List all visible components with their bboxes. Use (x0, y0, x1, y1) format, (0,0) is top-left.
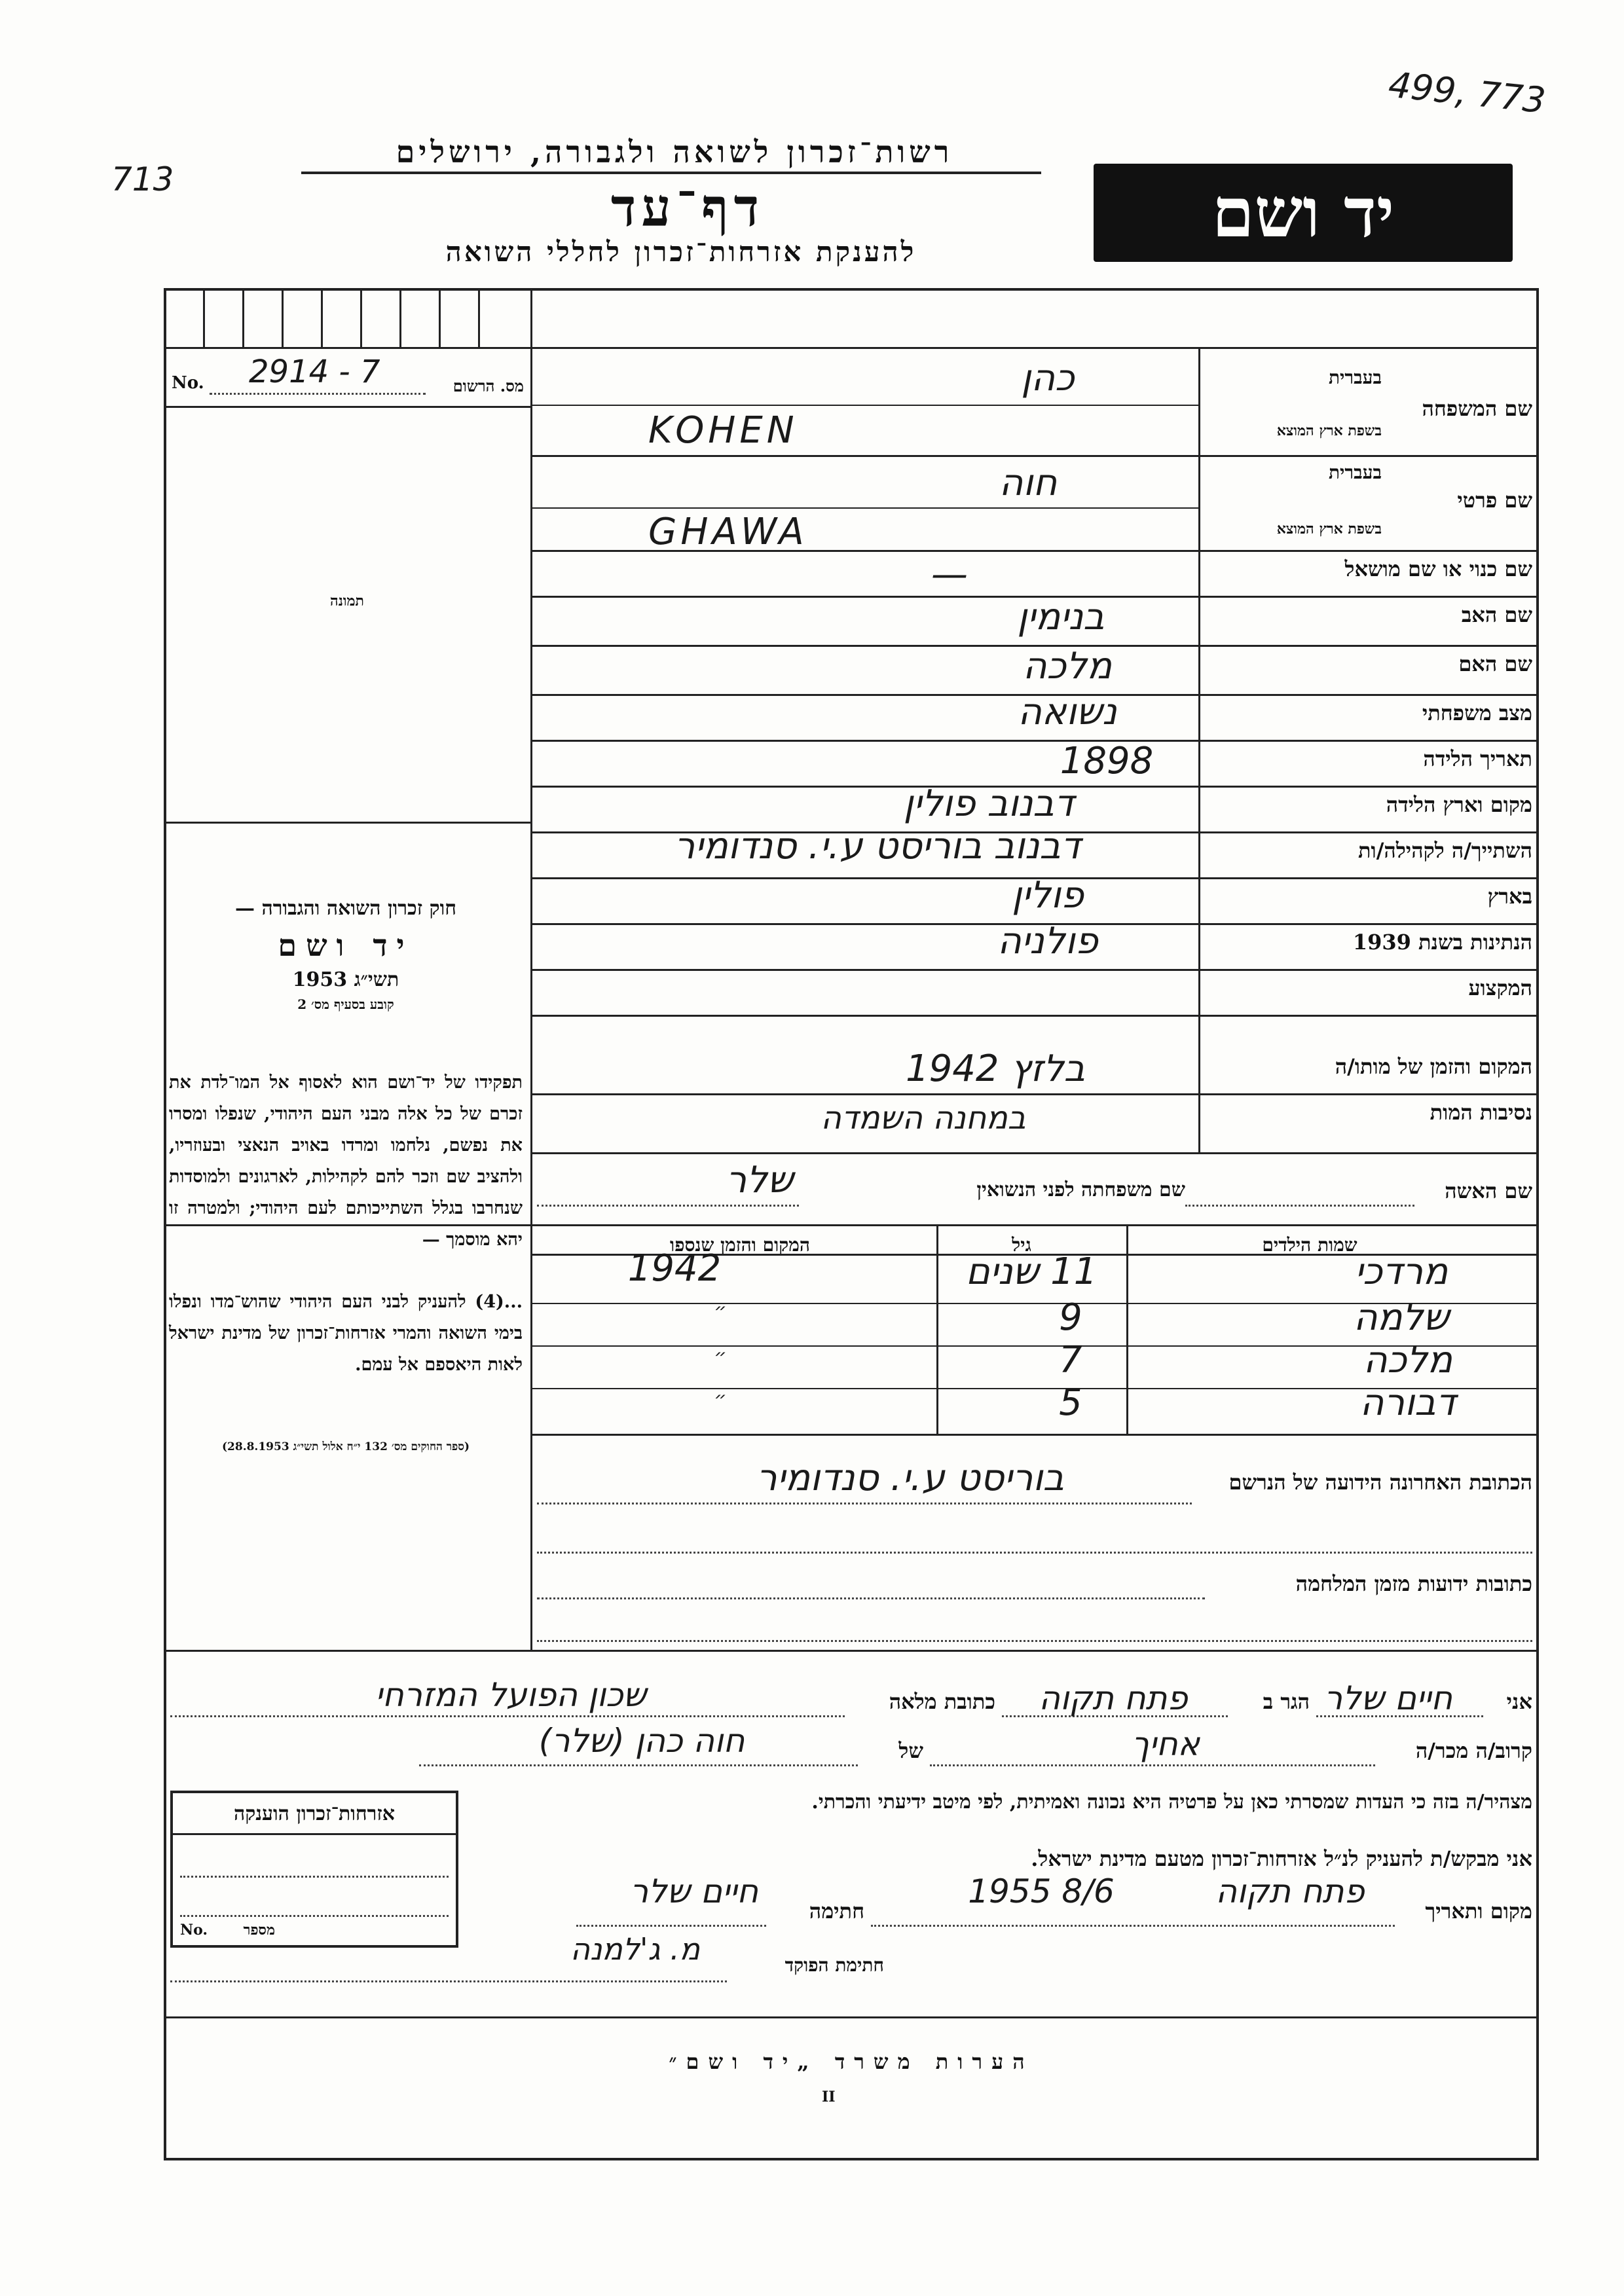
wife-maiden-value: שלר (726, 1159, 794, 1201)
office-remarks-label: הערות משרד „יד ושם״ (669, 2049, 1034, 2074)
registration-no-label: No. (172, 373, 204, 393)
birth-place-value: דבנוב פולין (903, 782, 1075, 825)
corner-number: 713 (111, 160, 174, 198)
birth-place-label: מקום וארץ הלידה (1386, 792, 1532, 817)
nickname-label: שם כנוי או שם מושאל (1344, 556, 1532, 581)
law-paragraph-2: ...(4) להעניק לבני העם היהודי שהוש־מדו ונפלו בימי השואה והמרי אזרחות־זכרון של מדינת ישראל לאות היאספם אל עמם. (169, 1292, 523, 1375)
declarant-i-label: אני (1506, 1689, 1532, 1714)
resides-label: הגר ב (1263, 1689, 1310, 1714)
child-age: 11 שנים (965, 1250, 1098, 1293)
death-circumstances-value: במחנה השמדה (821, 1100, 1026, 1137)
first-name-origin-value: GHAWA (648, 511, 808, 553)
last-address-label: הכתובת האחרונה הידועה של הנרשם (1228, 1470, 1532, 1495)
child-place-time: ״ (714, 1388, 727, 1411)
law-block (169, 897, 523, 1013)
child-name: מרדכי (1354, 1250, 1449, 1293)
resides-value: פתח תקוה (1039, 1679, 1188, 1717)
birth-date-label: תאריך הלידה (1423, 746, 1532, 771)
relative-value: אחיך (1131, 1725, 1200, 1763)
citizenship-1939-value: פולניה (997, 920, 1098, 962)
form-title: דף־עד (610, 177, 765, 238)
relative-of-label: של (898, 1738, 923, 1763)
signature-label: חתימה (809, 1899, 864, 1923)
last-address-value: בוריסט ע.י. סנדומיר (756, 1457, 1064, 1499)
child-place-time: ״ (714, 1300, 727, 1322)
citizenship-no-label: No. (180, 1922, 208, 1939)
date-value: 8/6 1955 (968, 1872, 1115, 1910)
wife-label: שם האשה (1445, 1178, 1532, 1203)
place-date-label: מקום ותאריך (1425, 1899, 1532, 1923)
child-place-time: 1942 (627, 1247, 722, 1290)
full-address-label: כתובת מלאה (889, 1689, 995, 1714)
relative-label: קרוב/ה מכר/ה (1415, 1738, 1532, 1763)
law-name: יד ושם (278, 928, 414, 963)
family-name-origin-value: KOHEN (648, 409, 798, 452)
registration-number: 2914 - 7 (249, 354, 380, 390)
wife-maiden-label: שם משפחתה לפני הנשואין (976, 1178, 1185, 1201)
first-name-origin-label: בשפת ארץ המוצא (1276, 520, 1382, 538)
law-heading: חוק זכרון השואה והגבורה — (235, 897, 456, 920)
first-name-hebrew-label: בעברית (1328, 462, 1382, 483)
father-name-label: שם האב (1461, 602, 1532, 627)
mother-name-value: מלכה (1022, 645, 1113, 687)
law-citation: (ספר החוקים מס׳ 132 י״ח אלול תשי״ג 28.8.1953) (221, 1440, 470, 1453)
officer-signature-value: מ. ג'למנה (570, 1931, 700, 1967)
institution-name: רשות־זכרון לשואה ולגבורה, ירושלים (396, 134, 953, 170)
family-name-label: שם המשפחה (1422, 396, 1532, 421)
law-year: תשי״ג 1953 (292, 968, 399, 991)
law-paragraph-1: תפקידו של יד־ושם הוא לאסוף אל המו־לדת את זכרם של כל אלה מבני העם היהודי, שנפלו ומסרו את נפשם, נלחמו ומרדו באויב הנאצי ובעוזריו, ולהציב שם וזכר להם לקהילות, לארגונים ולמוסדות שנחרבו בגלל השתייכותם לעם היהודי; ולמטרה זו יהא מוסמך — (169, 1072, 523, 1250)
child-place-time: ״ (714, 1345, 727, 1368)
child-name: שלמה (1353, 1296, 1450, 1339)
family-name-hebrew-value: כהן (1021, 357, 1075, 399)
community-value: דבנוב בוריסט ע.י. סנדומיר (674, 825, 1081, 867)
signature-value: חיים שלר (629, 1872, 759, 1910)
declarant-name: חיים שלר (1323, 1679, 1453, 1717)
child-name: מלכה (1363, 1339, 1453, 1381)
family-status-value: נשואה (1018, 691, 1117, 733)
logo-text: יד ושם (1211, 172, 1395, 253)
country-label: בארץ (1487, 884, 1532, 909)
death-place-time-label: המקום והזמן של מותו/ה (1335, 1054, 1532, 1079)
first-name-label: שם פרטי (1457, 488, 1532, 513)
relative-of-value: חוה כהן (שלר) (538, 1722, 745, 1760)
page-mark: II (822, 2088, 836, 2105)
children-place-header: המקום והזמן שנספו (670, 1234, 810, 1256)
birth-date-value: 1898 (1060, 740, 1154, 782)
form-subtitle: להענקת אזרחות־זכרון לחללי השואה (445, 236, 917, 268)
archive-number: 499, 773 (1386, 64, 1548, 122)
citizenship-number-label: מספר (243, 1922, 275, 1939)
family-name-hebrew-label: בעברית (1328, 367, 1382, 388)
place-value: פתח תקוה (1215, 1872, 1365, 1910)
death-circumstances-label: נסיבות המות (1430, 1100, 1532, 1125)
declaration-request: אני מבקש/ת להעניק לנ״ל אזרחות־זכרון מטעם מדינת ישראל. (1031, 1846, 1532, 1871)
country-value: פולין (1012, 874, 1084, 917)
death-place-time-value: בלזץ 1942 (905, 1048, 1086, 1090)
father-name-value: בנימין (1017, 596, 1105, 638)
yad-vashem-logo (1094, 164, 1513, 262)
nickname-value: — (931, 553, 968, 596)
registration-label: מס. הרשום (452, 376, 524, 395)
child-age: 7 (1059, 1339, 1082, 1381)
community-label: השתייך/ה לקהילה/ות (1358, 838, 1532, 863)
children-age-header: גיל (1012, 1234, 1031, 1256)
declaration-statement: מצהיר/ה בזה כי העדות שמסרתי כאן על פרטיה היא נכונה ואמיתית, לפי מיטב ידיעתי והכרתי. (811, 1791, 1532, 1813)
officer-signature-label: חתימת הפוקד (784, 1954, 884, 1976)
child-age: 9 (1059, 1296, 1082, 1339)
citizenship-granted-title: אזרחות־זכרון הוענקה (233, 1802, 396, 1825)
citizenship-granted-box (170, 1791, 458, 1948)
profession-label: המקצוע (1468, 975, 1532, 1000)
full-address-value: שכון הפועל המזרחי (375, 1676, 647, 1714)
family-status-label: מצב משפחתי (1422, 701, 1532, 725)
family-name-origin-label: בשפת ארץ המוצא (1276, 422, 1382, 439)
child-name: דבורה (1359, 1381, 1456, 1424)
first-name-hebrew-value: חוה (999, 462, 1058, 504)
law-section: קובע בסעיף מס׳ 2 (297, 996, 394, 1012)
children-names-header: שמות הילדים (1262, 1234, 1357, 1256)
wartime-addresses-label: כתובות ידועות מזמן המלחמה (1295, 1571, 1532, 1596)
photo-label: תמונה (330, 592, 364, 610)
mother-name-label: שם האם (1458, 651, 1532, 676)
citizenship-1939-label: הנתינות בשנת 1939 (1352, 930, 1532, 955)
child-age: 5 (1059, 1381, 1082, 1424)
